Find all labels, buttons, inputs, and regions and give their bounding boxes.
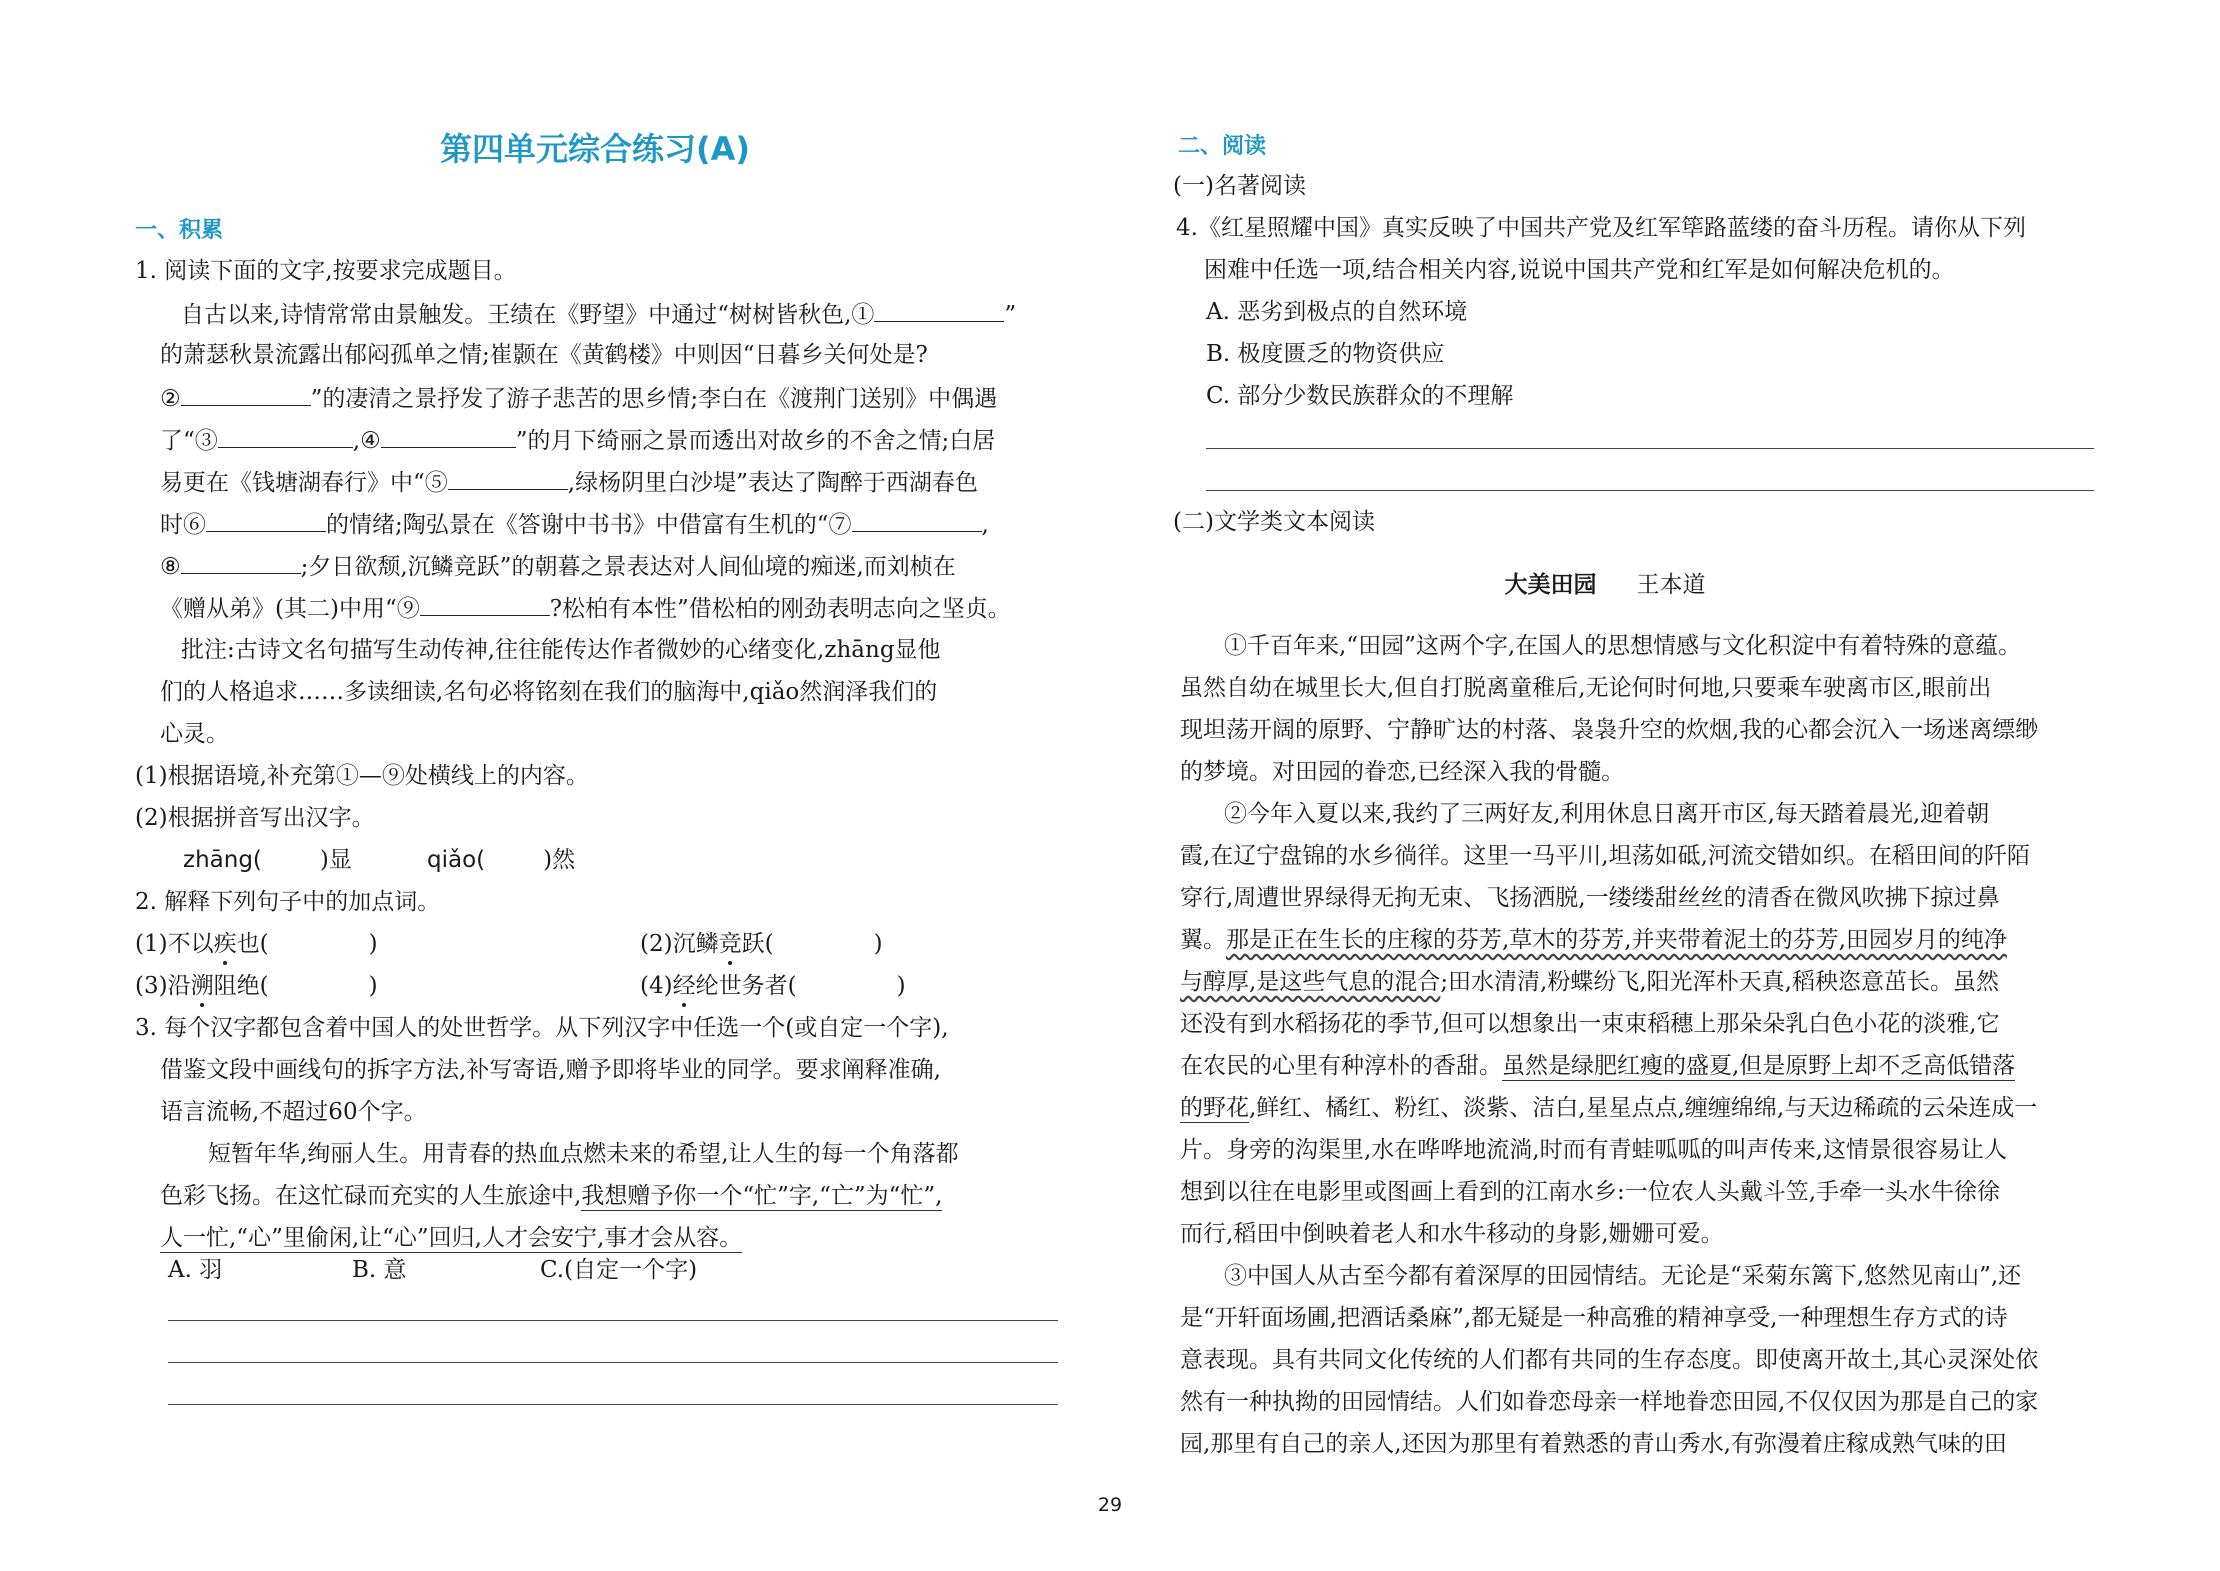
- annotation-line: 心灵。: [160, 721, 229, 747]
- article-heading: [1100, 566, 2110, 599]
- article-line: ②今年入夏以来,我约了三两好友,利用休息日离开市区,每天踏着晨光,迎着朝: [1224, 801, 1990, 827]
- q3-example-line: [160, 1222, 742, 1254]
- article-title: 大美田园: [1504, 572, 1597, 598]
- q3-example-line: 短暂年华,绚丽人生。用青春的热血点燃未来的希望,让人生的每一个角落都: [208, 1141, 959, 1167]
- underlined-sentence: 我想赠予你一个“忙”字,“亡”为“忙”,: [581, 1183, 943, 1209]
- subsection-classics: (一)名著阅读: [1173, 173, 1306, 199]
- blank-6[interactable]: [206, 507, 326, 532]
- answer-line[interactable]: [168, 1362, 1058, 1363]
- passage-line: 的萧瑟秋景流露出郁闷孤单之情;崔颢在《黄鹤楼》中则因“日暮乡关何处是?: [160, 342, 928, 368]
- article-line: 虽然自幼在城里长大,但自打脱离童稚后,无论何时何地,只要乘车驶离市区,眼前出: [1180, 675, 1992, 701]
- q3-line: 3. 每个汉字都包含着中国人的处世哲学。从下列汉字中任选一个(或自定一个字),: [135, 1015, 949, 1041]
- q1-stem: 1. 阅读下面的文字,按要求完成题目。: [135, 258, 517, 284]
- q1-sub2: (2)根据拼音写出汉字。: [135, 805, 375, 831]
- underlined-sentence: 人一忙,“心”里偷闲,让“心”回归,人才会安宁,事才会从容。: [160, 1225, 743, 1251]
- answer-line[interactable]: [1206, 490, 2094, 491]
- article-line: 还没有到水稻扬花的季节,但可以想象出一束束稻穗上那朵朵乳白色小花的淡雅,它: [1180, 1011, 2000, 1037]
- q2-item-4[interactable]: (4)经纶世务者( ): [640, 973, 906, 999]
- q3-option-c[interactable]: C.(自定一个字): [540, 1257, 698, 1283]
- q2-item-1[interactable]: (1)不以疾也( ): [135, 931, 378, 957]
- article-line: 穿行,周遭世界绿得无拘无束、飞扬洒脱,一缕缕甜丝丝的清香在微风吹拂下掠过鼻: [1180, 885, 2000, 911]
- q2-stem: 2. 解释下列句子中的加点词。: [135, 889, 441, 915]
- q3-line: 借鉴文段中画线句的拆字方法,补写寄语,赠予即将毕业的同学。要求阐释准确,: [160, 1057, 941, 1083]
- article-line: 与醇厚,是这些气息的混合;田水清清,粉蝶纷飞,阳光浑朴天真,稻秧恣意茁长。虽然: [1180, 969, 1999, 995]
- annotation-line: 们的人格追求……多读细读,名句必将铭刻在我们的脑海中,qiǎo然润泽我们的: [160, 679, 938, 705]
- section-heading-reading: 二、阅读: [1178, 134, 1267, 159]
- article-line: 而行,稻田中倒映着老人和水牛移动的身影,姗姗可爱。: [1180, 1221, 1724, 1247]
- q4-option-a[interactable]: A. 恶劣到极点的自然环境: [1206, 299, 1468, 325]
- article-line: 然有一种执拗的田园情结。人们如眷恋母亲一样地眷恋田园,不仅仅因为那是自己的家: [1180, 1389, 2039, 1415]
- underlined-sentence: 虽然是绿肥红瘦的盛夏,但是原野上却不乏高低错落: [1502, 1053, 2016, 1079]
- article-line: 在农民的心里有种淳朴的香甜。虽然是绿肥红瘦的盛夏,但是原野上却不乏高低错落: [1180, 1053, 2016, 1079]
- article-line: 片。身旁的沟渠里,水在哗哗地流淌,时而有青蛙呱呱的叫声传来,这情景很容易让人: [1180, 1137, 2007, 1163]
- answer-line[interactable]: [168, 1404, 1058, 1405]
- blank-1[interactable]: [874, 297, 1004, 322]
- article-line: 的野花,鲜红、橘红、粉红、淡紫、洁白,星星点点,缠缠绵绵,与天边稀疏的云朵连成一: [1180, 1095, 2038, 1121]
- q3-option-b[interactable]: B. 意: [352, 1257, 407, 1283]
- blank-2[interactable]: [181, 381, 311, 406]
- q2-item-2[interactable]: (2)沉鳞竞跃( ): [640, 931, 883, 957]
- passage-line: ② ”的凄清之景抒发了游子悲苦的思乡情;李白在《渡荆门送别》中偶遇: [160, 381, 997, 415]
- passage-line: ⑧ ;夕日欲颓,沉鳞竞跃”的朝暮之景表达对人间仙境的痴迷,而刘桢在: [160, 549, 956, 583]
- q4-line: 困难中任选一项,结合相关内容,说说中国共产党和红军是如何解决危机的。: [1204, 257, 1955, 283]
- article-line: 园,那里有自己的亲人,还因为那里有着熟悉的青山秀水,有弥漫着庄稼成熟气味的田: [1180, 1431, 2007, 1457]
- answer-line[interactable]: [1206, 448, 2094, 449]
- article-line: 意表现。具有共同文化传统的人们都有共同的生存态度。即使离开故土,其心灵深处依: [1180, 1347, 2039, 1373]
- section-heading-accumulation: 一、积累: [135, 218, 224, 243]
- blank-7[interactable]: [852, 507, 982, 532]
- blank-5[interactable]: [448, 465, 568, 490]
- passage-line: 自古以来,诗情常常由景触发。王绩在《野望》中通过“树树皆秋色,① ”: [181, 297, 1016, 331]
- q4-line: 4.《红星照耀中国》真实反映了中国共产党及红军筚路蓝缕的奋斗历程。请你从下列: [1176, 215, 2026, 241]
- article-line: ①千百年来,“田园”这两个字,在国人的思想情感与文化积淀中有着特殊的意蕴。: [1224, 633, 2022, 659]
- q2-item-3[interactable]: (3)沿溯阻绝( ): [135, 973, 378, 999]
- pinyin-item-zhang[interactable]: zhāng( )显: [183, 847, 352, 873]
- annotation-line: 批注:古诗文名句描写生动传神,往往能传达作者微妙的心绪变化,zhāng显他: [181, 637, 941, 663]
- blank-3[interactable]: [218, 423, 353, 448]
- q3-line: 语言流畅,不超过60个字。: [160, 1099, 427, 1125]
- article-line: 的梦境。对田园的眷恋,已经深入我的骨髓。: [1180, 759, 1625, 785]
- article-line: ③中国人从古至今都有着深厚的田园情结。无论是“采菊东篱下,悠然见南山”,还: [1224, 1263, 2022, 1289]
- passage-line: 《赠从弟》(其二)中用“⑨ ?松柏有本性”借松柏的刚劲表明志向之坚贞。: [160, 591, 1011, 625]
- q4-option-b[interactable]: B. 极度匮乏的物资供应: [1206, 341, 1445, 367]
- blank-4[interactable]: [381, 423, 516, 448]
- wavy-underlined-sentence: 那是正在生长的庄稼的芬芳,草木的芬芳,并夹带着泥土的芬芳,田园岁月的纯净: [1226, 927, 2007, 953]
- pinyin-item-qiao[interactable]: qiǎo( )然: [427, 847, 576, 873]
- wavy-underlined-sentence: 与醇厚,是这些气息的混合: [1180, 969, 1441, 995]
- article-line: 现坦荡开阔的原野、宁静旷达的村落、袅袅升空的炊烟,我的心都会沉入一场迷离缥缈: [1180, 717, 2039, 743]
- blank-8[interactable]: [181, 549, 301, 574]
- article-line: 霞,在辽宁盘锦的水乡徜徉。这里一马平川,坦荡如砥,河流交错如织。在稻田间的阡陌: [1180, 843, 2030, 869]
- blank-9[interactable]: [420, 591, 550, 616]
- q3-example-line: 色彩飞扬。在这忙碌而充实的人生旅途中,我想赠予你一个“忙”字,“亡”为“忙”,: [160, 1183, 943, 1209]
- subsection-literature: (二)文学类文本阅读: [1173, 509, 1375, 535]
- passage-line: 易更在《钱塘湖春行》中“⑤ ,绿杨阴里白沙堤”表达了陶醉于西湖春色: [160, 465, 978, 499]
- passage-line: 了“③ ,④ ”的月下绮丽之景而透出对故乡的不舍之情;白居: [160, 423, 995, 457]
- underlined-sentence: 的野花: [1180, 1095, 1249, 1121]
- article-line: 想到以往在电影里或图画上看到的江南水乡:一位农人头戴斗笠,手牵一头水牛徐徐: [1180, 1179, 2001, 1205]
- article-line: 是“开轩面场圃,把酒话桑麻”,都无疑是一种高雅的精神享受,一种理想生存方式的诗: [1180, 1305, 2008, 1331]
- article-author: 王本道: [1636, 572, 1706, 598]
- answer-line[interactable]: [168, 1320, 1058, 1321]
- q1-sub1: (1)根据语境,补充第①—⑨处横线上的内容。: [135, 763, 589, 789]
- q4-option-c[interactable]: C. 部分少数民族群众的不理解: [1206, 383, 1514, 409]
- passage-line: 时⑥ 的情绪;陶弘景在《答谢中书书》中借富有生机的“⑦ ,: [160, 507, 989, 541]
- q3-option-a[interactable]: A. 羽: [168, 1257, 223, 1283]
- page-number: 29: [1097, 1494, 1123, 1516]
- page-title: 第四单元综合练习(A): [439, 130, 751, 168]
- article-line: 翼。那是正在生长的庄稼的芬芳,草木的芬芳,并夹带着泥土的芬芳,田园岁月的纯净: [1180, 927, 2007, 953]
